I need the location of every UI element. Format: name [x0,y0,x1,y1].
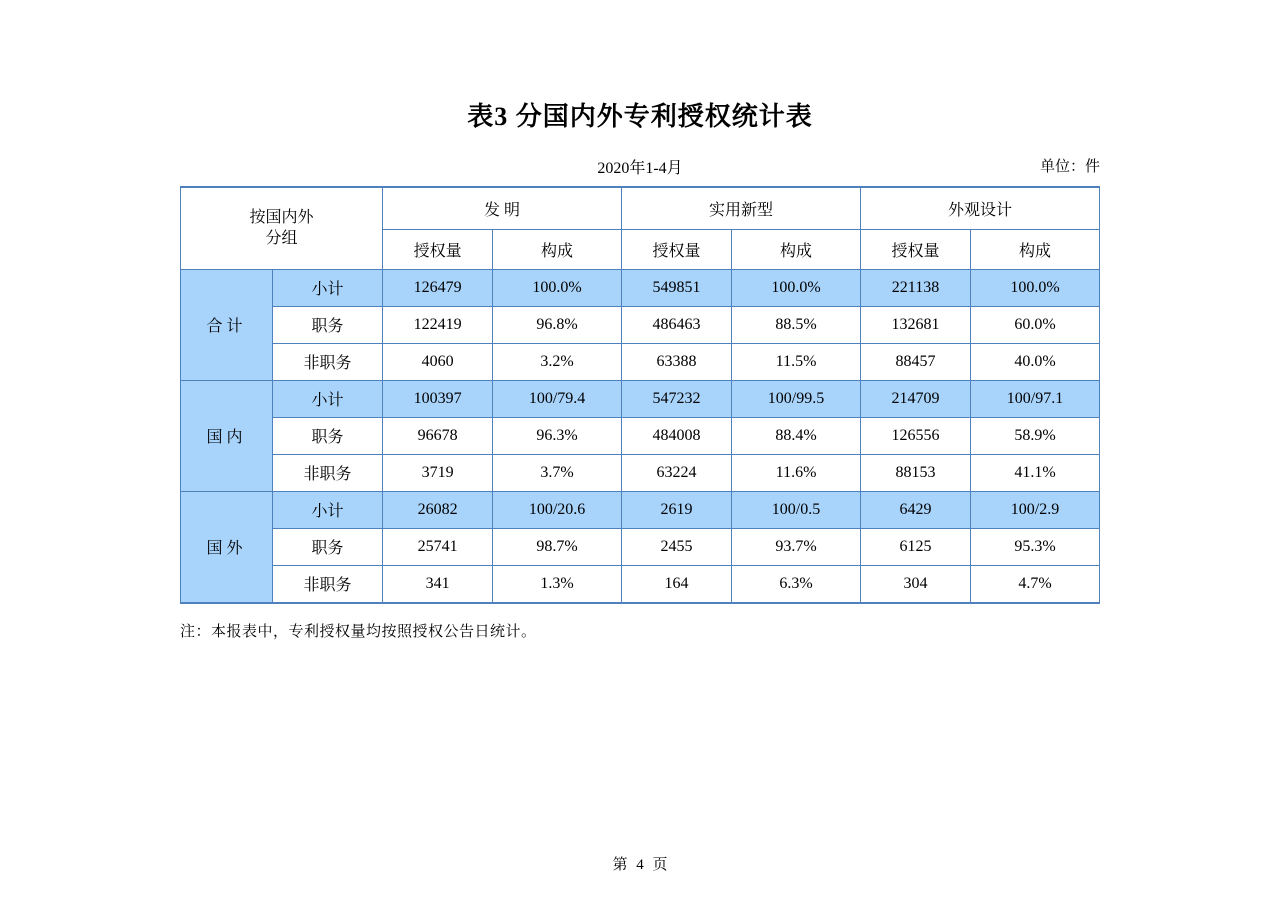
cell-value: 100/79.4 [493,380,622,417]
cell-value: 100.0% [493,269,622,306]
cell-value: 549851 [622,269,732,306]
cell-value: 40.0% [971,343,1100,380]
patent-grant-statistics-table [180,186,1100,604]
column-header-invention-share: 构成 [493,229,622,269]
cell-value: 132681 [861,306,971,343]
row-group-label-domestic: 国内 [181,380,273,491]
cell-value: 96678 [383,417,493,454]
cell-value: 100.0% [732,269,861,306]
cell-value: 221138 [861,269,971,306]
cell-value: 88457 [861,343,971,380]
column-header-invention-count: 授权量 [383,229,493,269]
row-group-label-foreign: 国外 [181,491,273,603]
column-group-utility-model: 实用新型 [622,187,861,229]
row-label: 小计 [273,380,383,417]
row-label: 小计 [273,491,383,528]
cell-value: 2619 [622,491,732,528]
column-header-utility-share: 构成 [732,229,861,269]
table-row [181,306,1100,343]
cell-value: 304 [861,565,971,603]
table-row [181,269,1100,306]
cell-value: 93.7% [732,528,861,565]
cell-value: 100397 [383,380,493,417]
cell-value: 11.6% [732,454,861,491]
table-period-row [180,155,1100,178]
cell-value: 96.3% [493,417,622,454]
cell-value: 100.0% [971,269,1100,306]
cell-value: 41.1% [971,454,1100,491]
row-label: 非职务 [273,343,383,380]
footer-suffix: 页 [652,857,668,873]
row-label: 职务 [273,528,383,565]
cell-value: 126479 [383,269,493,306]
cell-value: 100/20.6 [493,491,622,528]
cell-value: 88153 [861,454,971,491]
corner-header-line1: 按国内外 [249,208,314,226]
cell-value: 63224 [622,454,732,491]
table-row [181,417,1100,454]
row-label: 职务 [273,417,383,454]
column-header-design-share: 构成 [971,229,1100,269]
cell-value: 486463 [622,306,732,343]
row-label: 非职务 [273,454,383,491]
column-header-design-count: 授权量 [861,229,971,269]
cell-value: 60.0% [971,306,1100,343]
page-number: 4 [636,857,644,873]
cell-value: 100/0.5 [732,491,861,528]
period-label: 2020年1-4月 [597,160,683,177]
table-row [181,528,1100,565]
cell-value: 63388 [622,343,732,380]
corner-header [181,187,383,269]
cell-value: 6125 [861,528,971,565]
cell-value: 88.5% [732,306,861,343]
cell-value: 126556 [861,417,971,454]
cell-value: 98.7% [493,528,622,565]
cell-value: 1.3% [493,565,622,603]
column-header-utility-count: 授权量 [622,229,732,269]
row-label: 非职务 [273,565,383,603]
footer-prefix: 第 [612,857,628,873]
cell-value: 484008 [622,417,732,454]
row-label: 职务 [273,306,383,343]
table-note: 注：本报表中，专利授权量均按照授权公告日统计。 [180,624,537,640]
cell-value: 96.8% [493,306,622,343]
cell-value: 2455 [622,528,732,565]
cell-value: 100/2.9 [971,491,1100,528]
cell-value: 547232 [622,380,732,417]
table-row [181,380,1100,417]
corner-header-line2: 分组 [265,230,298,248]
column-group-invention: 发 明 [383,187,622,229]
cell-value: 122419 [383,306,493,343]
table-row [181,343,1100,380]
cell-value: 11.5% [732,343,861,380]
cell-value: 341 [383,565,493,603]
table-header-group-row [181,187,1100,229]
cell-value: 88.4% [732,417,861,454]
cell-value: 100/99.5 [732,380,861,417]
table-row [181,454,1100,491]
cell-value: 100/97.1 [971,380,1100,417]
cell-value: 6429 [861,491,971,528]
table-row [181,491,1100,528]
page-footer [0,853,1280,874]
cell-value: 3.2% [493,343,622,380]
cell-value: 4.7% [971,565,1100,603]
cell-value: 214709 [861,380,971,417]
cell-value: 3719 [383,454,493,491]
cell-value: 25741 [383,528,493,565]
cell-value: 3.7% [493,454,622,491]
row-label: 小计 [273,269,383,306]
cell-value: 164 [622,565,732,603]
cell-value: 58.9% [971,417,1100,454]
cell-value: 6.3% [732,565,861,603]
cell-value: 4060 [383,343,493,380]
page-title: 表3 分国内外专利授权统计表 [467,102,813,131]
row-group-label-total: 合计 [181,269,273,380]
table-row [181,565,1100,603]
cell-value: 95.3% [971,528,1100,565]
cell-value: 26082 [383,491,493,528]
column-group-design: 外观设计 [861,187,1100,229]
unit-label: 单位：件 [1039,159,1100,175]
